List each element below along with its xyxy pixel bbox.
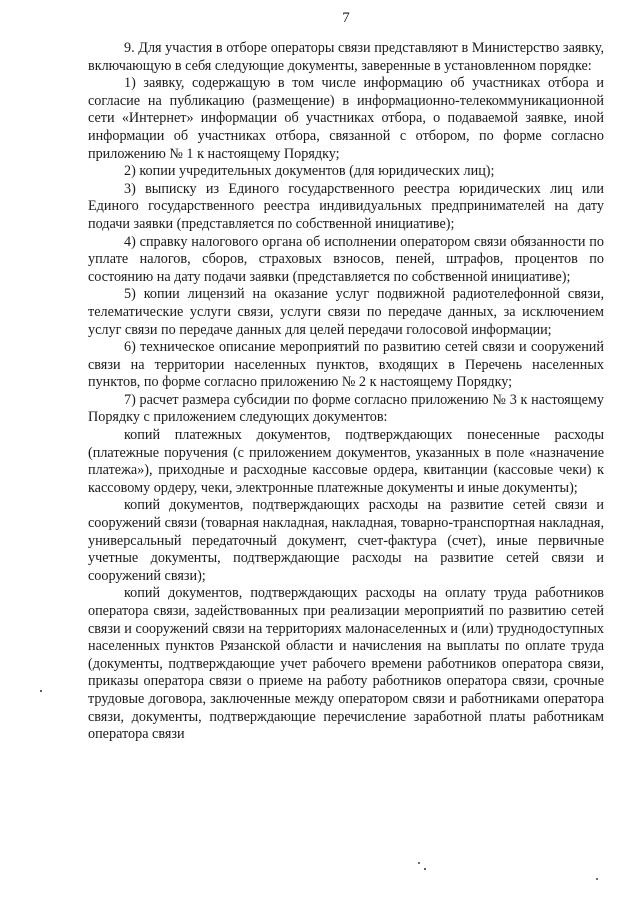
paragraph-network-expense-documents: копий документов, подтверждающих расходы на развитие сетей связи и сооружений связи (товарная накладная, накладная, товарно-транспортная накладная, универсальный передаточный документ, счет-фактура (счет), иные первичные учетные документы, подтверждающие расходы на развитие сетей связи и сооружений связи);: [88, 497, 604, 584]
document-body: [88, 40, 604, 744]
paragraph-subitem-5: 5) копии лицензий на оказание услуг подвижной радиотелефонной связи, телематические услуги связи, услуги связи по передаче данных, за исключением услуг связи по передаче данных для целей передачи голосовой информации;: [88, 286, 604, 338]
page-number: 7: [342, 10, 350, 26]
paragraph-payment-documents: копий платежных документов, подтверждающих понесенные расходы (платежные поручения (с приложением документов, указанных в поле «назначение платежа»), приходные и расходные кассовые ордера, квитанции (кассовые чеки) к кассовому ордеру, чеки, электронные платежные документы и иные документы);: [88, 427, 604, 496]
paragraph-subitem-2: 2) копии учредительных документов (для юридических лиц);: [124, 163, 495, 180]
scan-speck: [596, 878, 598, 880]
paragraph-subitem-4: 4) справку налогового органа об исполнении оператором связи обязанности по уплате налогов, сборов, страховых взносов, пеней, штрафов, процентов по состоянию на дату подачи заявки (представляется по собственной инициативе);: [88, 233, 604, 285]
scan-speck: [418, 862, 420, 864]
scan-speck: [40, 690, 42, 692]
paragraph-subitem-7: 7) расчет размера субсидии по форме согласно приложению № 3 к настоящему Порядку с приложением следующих документов:: [88, 391, 604, 426]
paragraph-subitem-1: 1) заявку, содержащую в том числе информацию об участниках отбора и согласие на публикацию (размещение) в информационно-телекоммуникационной сети «Интернет» информации об участниках отбора, о подаваемой заявке, иной информации об участниках отбора, связанной с отбором, по форме согласно приложению № 1 к настоящему Порядку;: [88, 75, 604, 162]
scan-speck: [424, 868, 426, 870]
paragraph-item-9: 9. Для участия в отборе операторы связи представляют в Министерство заявку, включающую в себя следующие документы, заверенные в установленном порядке:: [88, 40, 604, 74]
paragraph-subitem-3: 3) выписку из Единого государственного реестра юридических лиц или Единого государственного реестра индивидуальных предпринимателей на дату подачи заявки (представляется по собственной инициативе);: [88, 180, 604, 232]
paragraph-labor-expense-documents: копий документов, подтверждающих расходы на оплату труда работников оператора связи, задействованных при реализации мероприятий по развитию сетей связи и сооружений связи на территориях малонаселенных и (или) труднодоступных населенных пунктов Рязанской области и начисления на выплаты по оплате труда (документы, подтверждающие учет рабочего времени работников оператора связи, приказы оператора связи о приеме на работу работников оператора связи, срочные трудовые договора, заключенные между оператором связи и работниками оператора связи, документы, подтверждающие перечисление заработной платы работникам оператора связи: [88, 585, 604, 743]
paragraph-subitem-6: 6) техническое описание мероприятий по развитию сетей связи и сооружений связи на территории населенных пунктов, входящих в Перечень населенных пунктов, по форме согласно приложению № 2 к настоящему Порядку;: [88, 339, 604, 391]
